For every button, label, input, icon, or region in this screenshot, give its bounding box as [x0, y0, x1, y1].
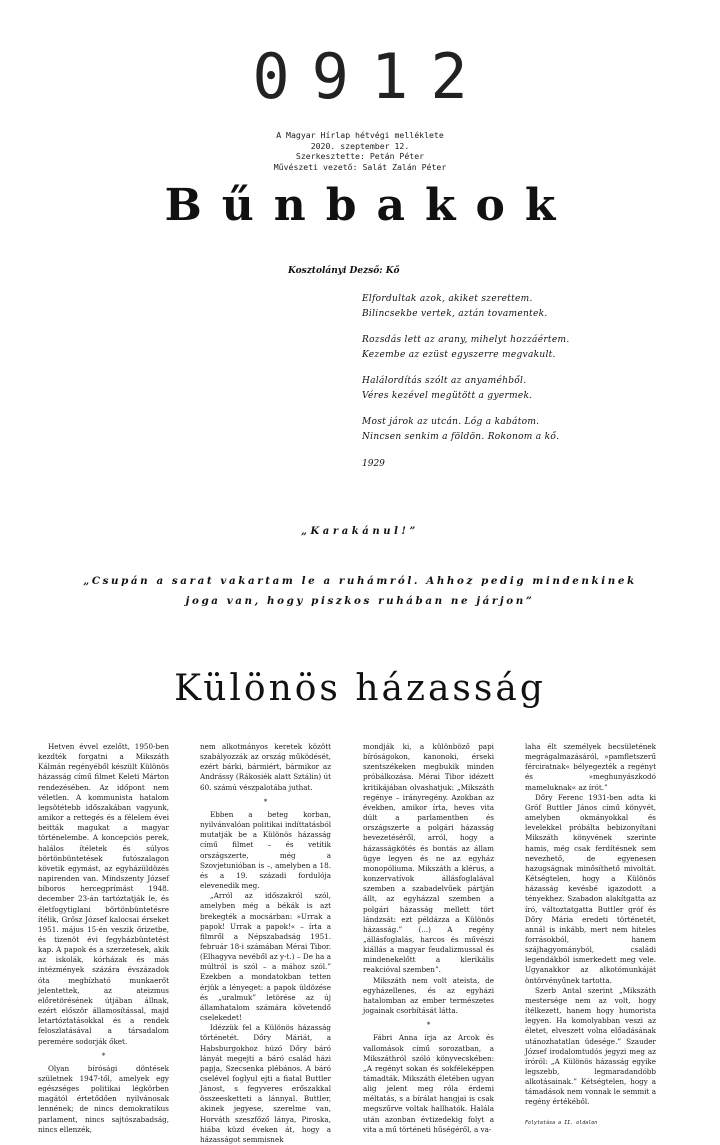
masthead-title: 0912: [252, 40, 490, 113]
poem-line: Elfordultak azok, akiket szerettem.: [362, 294, 533, 304]
poem-line: Most járok az utcán. Lóg a kabátom.: [362, 417, 540, 427]
article-paragraph: Olyan bírósági döntések születnek 1947-től, amelyek egy egészséges politikai légkörben magától értetődően nyilvánosak lennének; de nincs demokratikus parlament, nincs sajtószabadság, nincs ellenzék,: [38, 1063, 169, 1134]
poem-stanza: [362, 374, 532, 404]
poem-author-line: Kosztolányi Dezső: Kő: [288, 266, 400, 276]
article-column-4: [525, 742, 656, 1128]
article-paragraph: Dőry Ferenc 1931-ben adta ki Gróf Buttler János című könyvét, amelyben okmányokkal és levelekkel próbálta bebizonyítani Mikszáth könyvének szerinte hamis, még csak ferdítésnek sem nevezhető, de egyenesen hazugságnak minősíthető mivoltát. Kétségtelen, hogy a Különös házasság kevésbé igazodott a tényekhez. Szabadon alakítgatta az író, változtatgatta Buttler gróf és Dőry Mária eredeti történetét, annál is inkább, mert nem hiteles forrásokból, hanem szájhagyományból, családi legendákból ismerkedett meg vele. Ugyanakkor az alkotómunkáját öntörvényűnek tartotta.: [525, 792, 656, 985]
imprint-publication: A Magyar Hírlap hétvégi melléklete: [276, 130, 444, 140]
section-title: Különös házasság: [174, 668, 546, 709]
imprint-block: [0, 130, 720, 172]
pull-title: „Karakánul!”: [301, 526, 419, 537]
article-paragraph: Mikszáth nem volt ateista, de egyházellenes, és az egyházi hatalomban az ember természetes jogainak csorbítását látta.: [363, 975, 494, 1016]
poem-line: Véres kezével megütött a gyermek.: [362, 391, 533, 401]
article-paragraph: laha élt személyek becsületének megrágalmazásáról, »pamfletszerű férciratnak« bélyegezték a regényt és »meghunyászkodó mameluknak« az írót.”: [525, 742, 656, 792]
poem-line: Halálordítás szólt az anyaméhből.: [362, 376, 527, 386]
article-paragraph: Fábri Anna írja az Arcok és vallomások című sorozatban, a Mikszáthról szóló könyvecskében: „A regényt sokan és sokféleképpen támadták. Mikszáth életében ugyan alig jelent meg róla érdemi méltatás, s a bírálat hangjai is csak megszűrve voltak hallhatók. Halála után azonban évtizedekig folyt a vita a mű történeti hűségéről, a va-: [363, 1033, 494, 1134]
main-title: Bűnbakok: [164, 180, 576, 231]
article-column-1: [38, 742, 169, 1135]
pull-quote-line: „Csupán a sarat vakartam le a ruhámról. Ahhoz pedig mindenkinek: [83, 575, 637, 587]
article-paragraph: mondják ki, a különböző papi bíróságokon, kanonoki, érseki szentszékeken megbukik minden próbálkozása. Mérai Tibor idézett kritikájában olvashatjuk: „Mikszáth regénye – irányregény. Azokban az években, amikor írta, heves vita dúlt a parlamentben és országszerte a polgári házasság bevezetéséről, arról, hogy a házasságkötés és bontás az állam ügye legyen és ne az egyház monopóliuma. Mikszáth a klérus, a konzervatívok állásfoglalával szemben a szabadelvűek pártján állt, az egyházzal szemben a polgári házasság mellett tört lándzsát: ezt példázza a Különös házasság.” (...) A regény „állásfoglalás, harcos és művészi kiállás a magyar feudalizmussal és mindenekelőtt a klerikális reakcióval szemben”.: [363, 742, 494, 975]
article-column-2: [200, 742, 331, 1145]
article-paragraph: Hetven évvel ezelőtt, 1950-ben kezdték forgatni a Mikszáth Kálmán regényéből készült Különös házasság című filmet Keleti Márton rendezésében. Az időpont nem véletlen. A kommunista hatalom legsötétebb időszakában vagyunk, amikor a rettegés és a félelem évei beitták magukat a magyar történelembe. A koncepciós perek, halálos ítéletek és súlyos börtönbüntetések futószalagon követik egymást, az egyházüldözés napirenden van. Mindszenty József bíboros hercegprímást 1948. december 23-án tartóztatják le, és életfogytiglani börtönbüntetésre ítélik, Grősz József kalocsai érseket 1951. május 15-én veszik őrizetbe, és tizenöt évi fegyházbüntetést kap. A papok és a szerzetesek, akik az iskolák, kórházak és más intézmények százára évszázadok óta megbízható munkaerőt jelentettek, az ateizmus előretörésének útjában állnak, ezért először államosítással, majd letartóztatásokkal és a rendek feloszlatásával a társadalom peremére sodorják őket.: [38, 742, 169, 1046]
article-paragraph: Szerb Antal szerint „Mikszáth mestersége nem az volt, hogy ítélkezett, hanem hogy humorista legyen. Ha komolyabban veszi az életet, elveszett volna előadásának utánozhatatlan üdesége.” Szauder József irodalomtudós jegyzi meg az íróról: „A Különös házasság egyike legszebb, legmaradandóbb alkotásainak.” Kétségtelen, hogy a támadások nem vonnak le semmit a regény értékéből.: [525, 985, 656, 1107]
continued-on-page-note: Folytatása a II. oldalon: [525, 1119, 598, 1126]
section-separator: *: [101, 1050, 106, 1060]
section-separator: *: [263, 796, 268, 806]
imprint-editor: Szerkesztette: Petán Péter: [295, 151, 425, 161]
article-paragraph: nem alkotmányos keretek között szabályozzák az ország működését, ezért bárki, bármiért, bármikor az Andrássy (Rákosiék alatt Sztálin) út 60. számú vészpalotába juthat.: [200, 742, 331, 792]
article-paragraph: „Arról az időszakról szól, amelyben még a békák is azt brekegték a mocsárban: »Urrak a papok! Urrak a papok!« – írta a filmről a Népszabadság 1951. február 18-i számában Mérai Tibor. (Elhagyva nevéből az y-t.) – De ha a múltról is szól – a mához szól.” Ezekben a mondatokban tetten érjük a lényeget: a papok üldözése és „uralmuk” letörése az új államhatalom számára követendő cselekedet!: [200, 891, 331, 1023]
poem-stanza: [362, 292, 548, 322]
imprint-date: 2020. szeptember 12.: [310, 140, 410, 151]
poem-line: Bilincsekbe vertek, aztán tovamentek.: [362, 309, 548, 319]
poem-stanza: [362, 415, 559, 445]
section-separator: *: [426, 1020, 431, 1030]
article-column-3: [363, 742, 494, 1135]
pull-quote: [50, 571, 670, 611]
poem-line: Nincsen senkim a földön. Rokonom a kő.: [362, 432, 560, 442]
poem-year: 1929: [362, 459, 385, 469]
poem-stanza: [362, 333, 569, 363]
imprint-art-director: Művészeti vezető: Salát Zalán Péter: [273, 161, 447, 172]
article-paragraph: Ebben a beteg korban, nyilvánvalóan politikai indíttatásból mutatják be a Különös házasság című filmet – és vetítik országszerte, még a Szovjetunióban is –, amelyben a 18. és a 19. századi fordulója elevenedik meg.: [200, 809, 331, 891]
pull-quote-line: joga van, hogy piszkos ruhában ne járjon”: [185, 595, 535, 607]
article-paragraph: Idézzük fel a Különös házasság történetét. Dőry Máriát, a Habsburgokhoz húzó Dőry báró lányát megejti a báró család házi papja, Szecsenka plébános. A báró cselével foglyul ejti a fiatal Buttler Jánost, s fegyveres erőszakkal összeesketteti a lánnyal. Buttler, akinek jegyese, szerelme van, Horváth szeszfőző lánya, Piroska, hiába küzd éveken át, hogy a házasságot semmisnek: [200, 1023, 331, 1144]
poem-line: Rozsdás lett az arany, mihelyt hozzáértem.: [362, 335, 570, 345]
poem-line: Kezembe az ezüst egyszerre megvakult.: [362, 350, 556, 360]
